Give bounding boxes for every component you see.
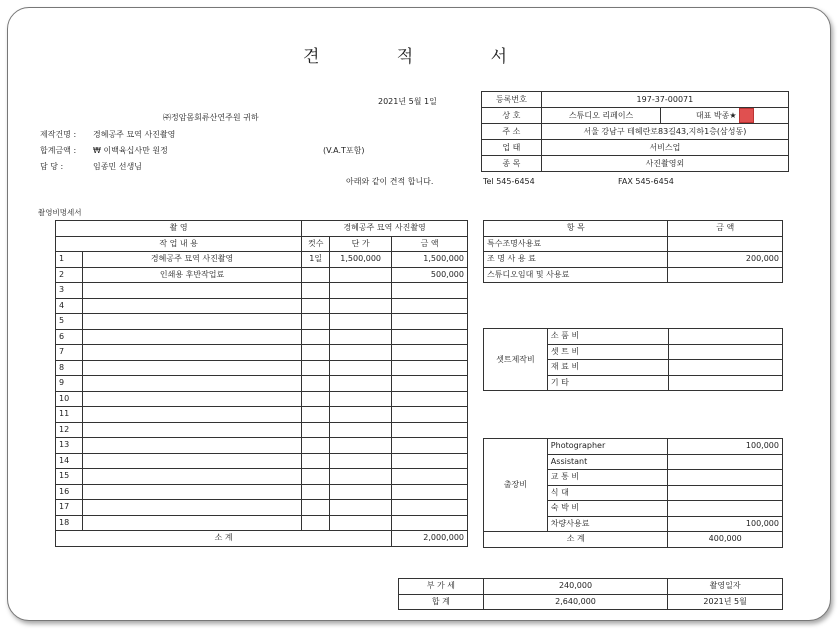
table-row <box>56 422 468 438</box>
table-row <box>484 439 783 455</box>
item-amount <box>668 236 783 252</box>
row-cuts <box>302 407 330 423</box>
item-label: 스튜디오임대 및 사용료 <box>484 267 668 283</box>
item-amount <box>668 470 783 486</box>
row-cuts <box>302 484 330 500</box>
row-number: 8 <box>56 360 83 376</box>
item-label: 식 대 <box>547 485 668 501</box>
row-amount <box>392 438 468 454</box>
table-row <box>484 252 783 268</box>
row-price <box>330 515 392 531</box>
row-number: 9 <box>56 376 83 392</box>
col-cuts-header: 컷수 <box>302 236 330 252</box>
row-number: 13 <box>56 438 83 454</box>
type-value: 서비스업 <box>541 140 788 156</box>
row-amount <box>392 407 468 423</box>
row-description <box>82 298 301 314</box>
type-label: 업 태 <box>482 140 542 156</box>
work-table <box>55 220 468 547</box>
table-row <box>56 407 468 423</box>
table-row <box>56 252 468 268</box>
table-row <box>56 345 468 361</box>
shoot-date-label: 촬영일자 <box>668 579 783 595</box>
row-number: 15 <box>56 469 83 485</box>
items-table <box>483 220 783 283</box>
row-price <box>330 453 392 469</box>
item-label: 종 목 <box>482 156 542 172</box>
row-cuts <box>302 453 330 469</box>
addr-value: 서울 강남구 테헤란로83길43,지하1층(삼성동) <box>541 124 788 140</box>
items-amount-header: 금 액 <box>668 221 783 237</box>
addr-label: 주 소 <box>482 124 542 140</box>
shoot-date-value: 2021년 5월 <box>668 594 783 610</box>
row-amount <box>392 283 468 299</box>
row-number: 12 <box>56 422 83 438</box>
item-value: 사진촬영외 <box>541 156 788 172</box>
table-row <box>56 329 468 345</box>
row-cuts <box>302 345 330 361</box>
rep-label: 대표 박종★ <box>695 111 737 120</box>
row-price <box>330 500 392 516</box>
reg-value: 197-37-00071 <box>541 92 788 108</box>
row-price <box>330 407 392 423</box>
row-cuts <box>302 314 330 330</box>
row-price <box>330 283 392 299</box>
supplier-fax: FAX 545-6454 <box>618 177 674 186</box>
table-row <box>56 298 468 314</box>
items-col-header: 항 목 <box>484 221 668 237</box>
item-amount <box>668 454 783 470</box>
travel-table <box>483 438 783 548</box>
row-cuts <box>302 267 330 283</box>
row-description <box>82 453 301 469</box>
item-label: 소 품 비 <box>547 329 668 345</box>
item-amount: 200,000 <box>668 252 783 268</box>
row-cuts <box>302 422 330 438</box>
row-number: 7 <box>56 345 83 361</box>
vat-value: 240,000 <box>483 579 667 595</box>
row-price <box>330 360 392 376</box>
name-label: 상 호 <box>482 108 542 124</box>
table-row <box>56 453 468 469</box>
project-label: 제작건명 : <box>40 130 77 139</box>
row-cuts <box>302 500 330 516</box>
row-number: 1 <box>56 252 83 268</box>
row-description <box>82 469 301 485</box>
item-label: 교 통 비 <box>547 470 668 486</box>
item-amount <box>668 267 783 283</box>
row-amount: 500,000 <box>392 267 468 283</box>
row-price <box>330 484 392 500</box>
col-price-header: 단 가 <box>330 236 392 252</box>
row-description <box>82 345 301 361</box>
group-label: 셋트제작비 <box>484 329 548 391</box>
item-label: Photographer <box>547 439 668 455</box>
table-row <box>484 267 783 283</box>
table-row <box>56 484 468 500</box>
item-label: 숙 박 비 <box>547 501 668 517</box>
grand-total-label: 합 계 <box>399 594 484 610</box>
table-row <box>484 236 783 252</box>
row-number: 14 <box>56 453 83 469</box>
row-number: 16 <box>56 484 83 500</box>
subject-value: 경혜공주 묘역 사진촬영 <box>302 221 468 237</box>
item-label: 재 료 비 <box>547 360 668 376</box>
row-amount <box>392 391 468 407</box>
row-cuts <box>302 391 330 407</box>
row-amount: 1,500,000 <box>392 252 468 268</box>
row-description: 경혜공주 묘역 사진촬영 <box>82 252 301 268</box>
row-cuts <box>302 515 330 531</box>
vat-label: 부 가 세 <box>399 579 484 595</box>
item-label: 특수조명사용료 <box>484 236 668 252</box>
estimate-document <box>38 28 808 618</box>
item-amount <box>668 375 783 391</box>
row-price <box>330 391 392 407</box>
item-amount: 100,000 <box>668 516 783 532</box>
contact-value: 임종민 선생님 <box>93 162 142 171</box>
row-amount <box>392 469 468 485</box>
table-row <box>484 329 783 345</box>
item-amount <box>668 344 783 360</box>
row-description <box>82 360 301 376</box>
item-amount <box>668 485 783 501</box>
row-number: 11 <box>56 407 83 423</box>
table-row <box>56 267 468 283</box>
row-number: 3 <box>56 283 83 299</box>
summary-table <box>398 578 783 610</box>
table-row <box>56 376 468 392</box>
total-amount-text: ₩ 이백육십사만 원정 <box>93 146 168 155</box>
item-label: Assistant <box>547 454 668 470</box>
row-price <box>330 298 392 314</box>
item-label: 차량사용료 <box>547 516 668 532</box>
item-label: 셋 트 비 <box>547 344 668 360</box>
row-cuts <box>302 298 330 314</box>
project-value: 경혜공주 묘역 사진촬영 <box>93 130 176 139</box>
row-description <box>82 407 301 423</box>
work-subtotal-value: 2,000,000 <box>392 531 468 547</box>
row-price <box>330 438 392 454</box>
table-row <box>56 438 468 454</box>
row-cuts <box>302 329 330 345</box>
row-amount <box>392 500 468 516</box>
section-title: 촬영비명세서 <box>38 208 82 217</box>
row-description: 인쇄용 후반작업료 <box>82 267 301 283</box>
work-subtotal-label: 소 계 <box>56 531 392 547</box>
reg-label: 등록번호 <box>482 92 542 108</box>
item-amount <box>668 360 783 376</box>
row-amount <box>392 329 468 345</box>
row-price <box>330 345 392 361</box>
seal-stamp-icon <box>739 108 754 123</box>
row-description <box>82 438 301 454</box>
row-price <box>330 376 392 392</box>
row-number: 5 <box>56 314 83 330</box>
rep-cell <box>661 108 789 124</box>
supplier-table <box>481 91 789 172</box>
row-amount <box>392 298 468 314</box>
item-label: 조 명 사 용 료 <box>484 252 668 268</box>
row-description <box>82 515 301 531</box>
row-number: 4 <box>56 298 83 314</box>
table-row <box>56 391 468 407</box>
row-number: 2 <box>56 267 83 283</box>
col-desc-header: 작 업 내 용 <box>56 236 302 252</box>
row-price <box>330 329 392 345</box>
supplier-tel: Tel 545-6454 <box>483 177 535 186</box>
row-amount <box>392 422 468 438</box>
item-amount <box>668 501 783 517</box>
vat-note: (V.A.T포함) <box>323 146 365 155</box>
document-frame <box>7 7 831 621</box>
row-description <box>82 314 301 330</box>
item-amount: 100,000 <box>668 439 783 455</box>
row-amount <box>392 360 468 376</box>
subject-label: 촬 영 <box>56 221 302 237</box>
table-row <box>56 469 468 485</box>
recipient: ㈜정암몸회류산연주원 귀하 <box>163 113 259 122</box>
table-row <box>56 515 468 531</box>
set-table <box>483 328 783 391</box>
row-price <box>330 267 392 283</box>
row-amount <box>392 345 468 361</box>
row-cuts <box>302 283 330 299</box>
row-description <box>82 484 301 500</box>
row-description <box>82 376 301 392</box>
name-value: 스튜디오 리페이스 <box>541 108 661 124</box>
row-cuts <box>302 438 330 454</box>
col-amount-header: 금 액 <box>392 236 468 252</box>
row-price <box>330 314 392 330</box>
row-description <box>82 422 301 438</box>
row-price <box>330 422 392 438</box>
row-number: 10 <box>56 391 83 407</box>
contact-label: 담 당 : <box>40 162 64 171</box>
travel-subtotal-label: 소 계 <box>484 532 668 548</box>
item-amount <box>668 329 783 345</box>
doc-title: 견 적 서 <box>302 47 544 67</box>
total-label: 합계금액 : <box>40 146 77 155</box>
table-row <box>56 283 468 299</box>
row-amount <box>392 314 468 330</box>
item-label: 기 타 <box>547 375 668 391</box>
grand-total-value: 2,640,000 <box>483 594 667 610</box>
closing-text: 아래와 같이 견적 합니다. <box>346 177 434 186</box>
row-description <box>82 283 301 299</box>
row-price: 1,500,000 <box>330 252 392 268</box>
row-description <box>82 329 301 345</box>
table-row <box>56 360 468 376</box>
table-row <box>56 500 468 516</box>
row-number: 17 <box>56 500 83 516</box>
row-cuts: 1일 <box>302 252 330 268</box>
row-cuts <box>302 469 330 485</box>
row-price <box>330 469 392 485</box>
doc-date: 2021년 5월 1일 <box>378 97 437 106</box>
row-description <box>82 500 301 516</box>
group-label: 출장비 <box>484 439 548 532</box>
row-description <box>82 391 301 407</box>
row-amount <box>392 453 468 469</box>
row-amount <box>392 515 468 531</box>
travel-subtotal-value: 400,000 <box>668 532 783 548</box>
table-row <box>56 314 468 330</box>
row-number: 18 <box>56 515 83 531</box>
row-number: 6 <box>56 329 83 345</box>
row-amount <box>392 376 468 392</box>
row-cuts <box>302 376 330 392</box>
row-amount <box>392 484 468 500</box>
row-cuts <box>302 360 330 376</box>
